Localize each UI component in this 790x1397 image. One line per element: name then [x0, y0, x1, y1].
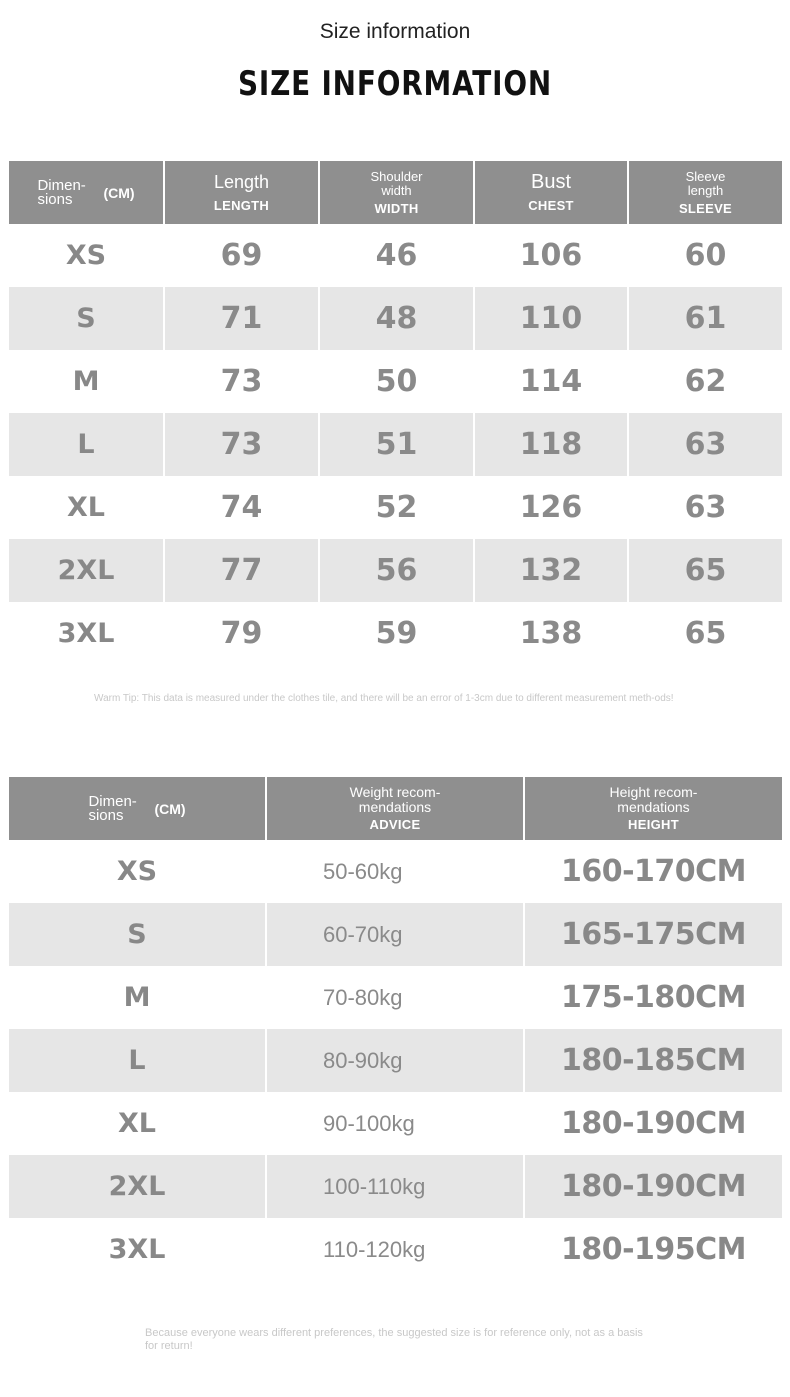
table-row: [9, 413, 782, 476]
width-cell: 48: [319, 287, 474, 350]
height-cell: 180-190CM: [524, 1092, 782, 1155]
table-row: [9, 476, 782, 539]
width-cell: 59: [319, 602, 474, 665]
height-cell: 175-180CM: [524, 966, 782, 1029]
weight-header: [266, 777, 524, 840]
size-cell: XS: [116, 856, 158, 887]
width-cell: 50: [319, 350, 474, 413]
table-header-row: [9, 777, 782, 840]
height-cell: 165-175CM: [524, 903, 782, 966]
dimensions-label: Dimen-sions: [88, 792, 137, 824]
height-header: [524, 777, 782, 840]
size-cell: XS: [65, 240, 107, 271]
header-label: Shoulder width: [370, 168, 423, 198]
length-header: [164, 161, 319, 224]
height-cell: 180-185CM: [524, 1029, 782, 1092]
size-cell: 2XL: [9, 1155, 266, 1218]
dimensions-header: [9, 161, 164, 224]
header-label: Bust: [530, 171, 572, 193]
length-cell: 73: [164, 350, 319, 413]
size-measurement-table: [9, 161, 782, 665]
table-row: [9, 1092, 782, 1155]
section-heading: SIZE INFORMATION: [237, 64, 553, 104]
size-cell: L: [9, 413, 164, 476]
table-header-row: [9, 161, 782, 224]
table-row: [9, 1029, 782, 1092]
size-cell: S: [9, 903, 266, 966]
chest-cell: 126: [474, 476, 628, 539]
weight-cell: 50-60kg: [266, 840, 524, 903]
sleeve-cell: 60: [628, 224, 782, 287]
weight-cell: 80-90kg: [266, 1029, 524, 1092]
size-cell: M: [123, 982, 151, 1013]
width-cell: 56: [319, 539, 474, 602]
dimensions-header: [9, 777, 266, 840]
length-cell: 79: [164, 602, 319, 665]
table-row: [9, 224, 782, 287]
chest-cell: 138: [474, 602, 628, 665]
header-label: Height recom-mendations: [609, 784, 698, 815]
length-cell: 74: [164, 476, 319, 539]
header-sublabel: WIDTH: [374, 200, 419, 216]
table-row: [9, 840, 782, 903]
unit-label: (CM): [103, 184, 135, 201]
length-cell: 71: [164, 287, 319, 350]
table-row: [9, 903, 782, 966]
chest-cell: 118: [474, 413, 628, 476]
page-title: Size information: [319, 20, 471, 43]
header-label: Length: [213, 172, 270, 192]
weight-cell: 70-80kg: [266, 966, 524, 1029]
height-cell: 180-190CM: [524, 1155, 782, 1218]
table-row: [9, 350, 782, 413]
sleeve-cell: 65: [628, 602, 782, 665]
header-sublabel: SLEEVE: [678, 200, 733, 216]
header-label: Sleeve length: [685, 168, 726, 198]
sleeve-cell: 61: [628, 287, 782, 350]
chest-cell: 132: [474, 539, 628, 602]
height-cell: 180-195CM: [524, 1218, 782, 1281]
size-recommendation-table: [9, 777, 782, 1281]
weight-cell: 60-70kg: [266, 903, 524, 966]
header-sublabel: LENGTH: [213, 198, 270, 213]
table-row: [9, 602, 782, 665]
header-sublabel: ADVICE: [369, 817, 421, 832]
chest-cell: 114: [474, 350, 628, 413]
size-cell: M: [72, 366, 100, 397]
width-cell: 52: [319, 476, 474, 539]
size-cell: 2XL: [9, 539, 164, 602]
size-cell: XL: [66, 492, 106, 523]
chest-cell: 106: [474, 224, 628, 287]
size-cell: 3XL: [108, 1234, 166, 1265]
weight-cell: 100-110kg: [266, 1155, 524, 1218]
table-row: [9, 966, 782, 1029]
table-row: [9, 1218, 782, 1281]
shoulder-width-header: [319, 161, 474, 224]
length-cell: 77: [164, 539, 319, 602]
table-row: [9, 539, 782, 602]
size-cell: XL: [117, 1108, 157, 1139]
table-row: [9, 1155, 782, 1218]
bust-header: [474, 161, 628, 224]
sleeve-length-header: [628, 161, 782, 224]
sleeve-cell: 65: [628, 539, 782, 602]
header-label: Weight recom-mendations: [349, 784, 441, 815]
dimensions-label: Dimen-sions: [37, 176, 86, 208]
weight-cell: 110-120kg: [266, 1218, 524, 1281]
width-cell: 51: [319, 413, 474, 476]
unit-label: (CM): [154, 800, 186, 817]
length-cell: 73: [164, 413, 319, 476]
sleeve-cell: 62: [628, 350, 782, 413]
table-row: [9, 287, 782, 350]
height-cell: 160-170CM: [524, 840, 782, 903]
sleeve-cell: 63: [628, 476, 782, 539]
weight-cell: 90-100kg: [266, 1092, 524, 1155]
size-cell: S: [9, 287, 164, 350]
size-cell: 3XL: [57, 618, 115, 649]
header-sublabel: HEIGHT: [628, 817, 679, 832]
reference-note: Because everyone wears different preferences, the suggested size is for reference only, not as a basis for return!: [145, 1327, 643, 1352]
length-cell: 69: [164, 224, 319, 287]
chest-cell: 110: [474, 287, 628, 350]
size-cell: L: [9, 1029, 266, 1092]
sleeve-cell: 63: [628, 413, 782, 476]
measurement-note: Warm Tip: This data is measured under the clothes tile, and there will be an error of 1-3cm due to different measurement meth-ods!: [94, 693, 674, 704]
width-cell: 46: [319, 224, 474, 287]
header-sublabel: CHEST: [528, 198, 574, 213]
